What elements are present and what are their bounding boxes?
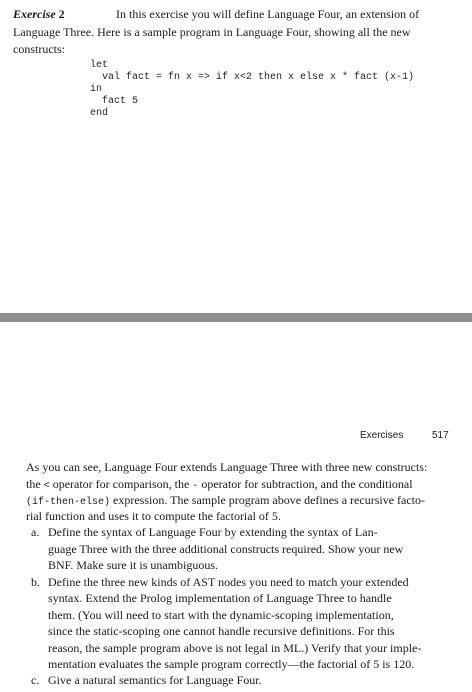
- item-letter-c: c.: [31, 673, 40, 687]
- item-c-line: Give a natural semantics for Language Four.: [48, 673, 262, 687]
- minus-operator: -: [192, 481, 199, 492]
- code-line: let: [90, 60, 109, 71]
- paragraph-line-2: the < operator for comparison, the - operator for subtraction, and the conditional: [26, 477, 413, 492]
- code-block: [90, 60, 414, 120]
- item-letter-b: b.: [31, 575, 40, 589]
- code-line: fact 5: [90, 96, 139, 107]
- item-b-line: since the static-scoping one cannot handle recursive definitions. For this: [48, 624, 395, 638]
- code-line: end: [90, 108, 109, 119]
- less-than-operator: <: [43, 481, 50, 492]
- paragraph-line-1: As you can see, Language Four extends Language Three with three new constructs:: [26, 460, 428, 474]
- item-b-line: Define the three new kinds of AST nodes you need to match your extended: [48, 575, 409, 589]
- item-a-line: Define the syntax of Language Four by extending the syntax of Lan-: [48, 525, 378, 539]
- item-b-line: them. (You will need to start with the dynamic-scoping implementation,: [48, 608, 394, 622]
- item-b-line: reason, the sample program above is not legal in ML.) Verify that your imple-: [48, 641, 422, 655]
- page-divider: [0, 313, 472, 322]
- code-line: val fact = fn x => if x<2 then x else x * fact (x-1): [90, 72, 415, 83]
- paragraph-line-3: (if-then-else) expression. The sample program above defines a recursive facto-: [26, 493, 426, 508]
- running-header-title: Exercises: [360, 430, 404, 441]
- code-line: in: [90, 84, 103, 95]
- item-b-line: mentation evaluates the sample program correctly—the factorial of 5 is 120.: [48, 657, 415, 671]
- page-number: 517: [432, 430, 449, 441]
- item-a-line: BNF. Make sure it is unambiguous.: [48, 558, 219, 572]
- exercise-heading: [13, 6, 65, 22]
- intro-line-2: Language Three. Here is a sample program in Language Four, showing all the new: [13, 25, 411, 39]
- item-a-line: guage Three with the three additional constructs required. Show your new: [48, 542, 404, 556]
- if-then-else-code: (if-then-else): [26, 497, 111, 508]
- intro-line-3: constructs:: [13, 42, 65, 56]
- item-letter-a: a.: [31, 525, 40, 539]
- intro-line-1: In this exercise you will define Language Four, an extension of: [116, 7, 420, 21]
- paragraph-line-4: rial function and uses it to compute the factorial of 5.: [26, 509, 281, 523]
- exercise-label: Exercise: [13, 7, 56, 21]
- item-b-line: syntax. Extend the Prolog implementation of Language Three to handle: [48, 591, 392, 605]
- exercise-number: 2: [58, 7, 65, 21]
